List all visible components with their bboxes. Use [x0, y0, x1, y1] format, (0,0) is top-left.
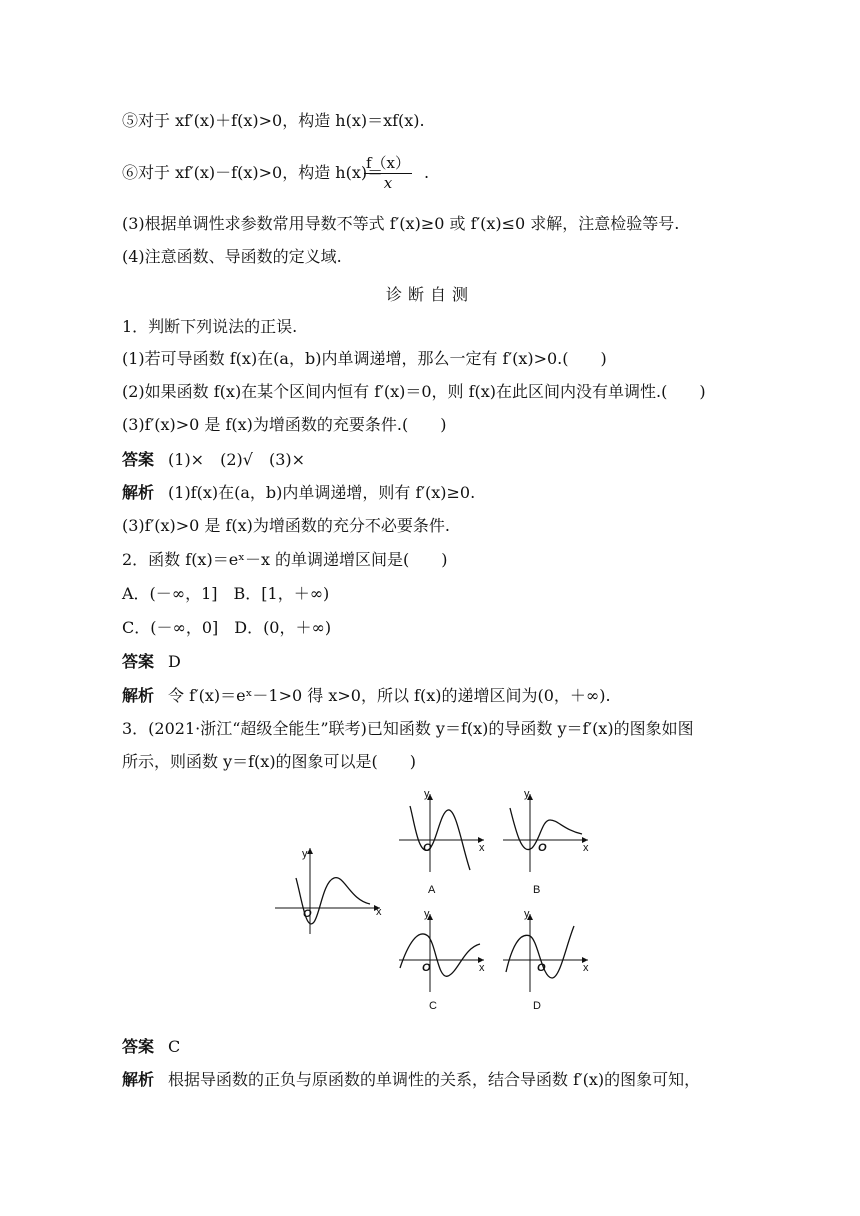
text-line: 所示，则函数 y＝f(x)的图象可以是( ) — [122, 752, 417, 771]
answer-2: 答案 D — [122, 652, 181, 671]
text-line: (3)根据单调性求参数常用导数不等式 f′(x)≥0 或 f′(x)≤0 求解，注意检验等号. — [122, 214, 680, 233]
text-line: A．(－∞，1] B．[1，＋∞) — [122, 584, 330, 603]
axis-label-y: y — [302, 848, 308, 860]
axis-label-x: x — [583, 962, 589, 974]
solution-1: 解析 (1)f(x)在(a，b)内单调递增，则有 f′(x)≥0. — [122, 483, 476, 502]
text-line: (3)f′(x)>0 是 f(x)为增函数的充分不必要条件. — [122, 516, 451, 535]
text-line: (3)f′(x)>0 是 f(x)为增函数的充要条件.( ) — [122, 415, 447, 434]
axis-label-y: y — [424, 908, 430, 920]
origin-label: O — [423, 842, 432, 854]
origin-label: O — [537, 962, 546, 974]
origin-label: O — [303, 908, 312, 920]
text-line: C．(－∞，0] D．(0，＋∞) — [122, 618, 332, 637]
axis-label-x: x — [376, 906, 382, 918]
option-b-graph — [500, 786, 592, 876]
text-line: ⑥对于 xf′(x)－f(x)>0，构造 h(x)＝ — [122, 163, 384, 182]
question-1: 1．判断下列说法的正误. — [122, 317, 298, 336]
question-3: 3．(2021·浙江“超级全能生”联考)已知函数 y＝f(x)的导函数 y＝f′(x)的图象如图 — [122, 719, 694, 738]
answer-3: 答案 C — [122, 1037, 181, 1056]
option-label-c: C — [429, 1000, 437, 1012]
question-2: 2．函数 f(x)＝eˣ－x 的单调递增区间是( ) — [122, 550, 448, 569]
text-line: ⑤对于 xf′(x)＋f(x)>0，构造 h(x)＝xf(x). — [122, 111, 425, 130]
option-d-graph — [500, 906, 592, 996]
origin-label: O — [538, 842, 547, 854]
text-line: (1)若可导函数 f(x)在(a，b)内单调递增，那么一定有 f′(x)>0.( ) — [122, 349, 607, 368]
derivative-graph — [270, 842, 385, 937]
answer-1: 答案 (1)× (2)√ (3)× — [122, 450, 306, 469]
solution-2: 解析 令 f′(x)＝eˣ－1>0 得 x>0，所以 f(x)的递增区间为(0，＋∞). — [122, 686, 611, 705]
axis-label-y: y — [524, 908, 530, 920]
option-label-a: A — [428, 884, 436, 896]
fraction: $\frac{f(x)}{x}$ — [366, 154, 411, 192]
axis-label-x: x — [583, 842, 589, 854]
origin-label: O — [422, 962, 431, 974]
text-line: . — [424, 163, 430, 182]
section-title: 诊断自测 — [385, 285, 474, 304]
solution-3: 解析 根据导函数的正负与原函数的单调性的关系，结合导函数 f′(x)的图象可知， — [122, 1070, 701, 1089]
text-line: (4)注意函数、导函数的定义域. — [122, 247, 342, 266]
option-label-b: B — [533, 884, 541, 896]
axis-label-x: x — [479, 842, 485, 854]
axis-label-y: y — [424, 788, 430, 800]
option-c-graph — [396, 906, 488, 996]
option-a-graph — [396, 786, 488, 876]
axis-label-x: x — [479, 962, 485, 974]
text-line: (2)如果函数 f(x)在某个区间内恒有 f′(x)＝0，则 f(x)在此区间内没有单调性.( ) — [122, 382, 706, 401]
option-label-d: D — [533, 1000, 541, 1012]
axis-label-y: y — [524, 788, 530, 800]
